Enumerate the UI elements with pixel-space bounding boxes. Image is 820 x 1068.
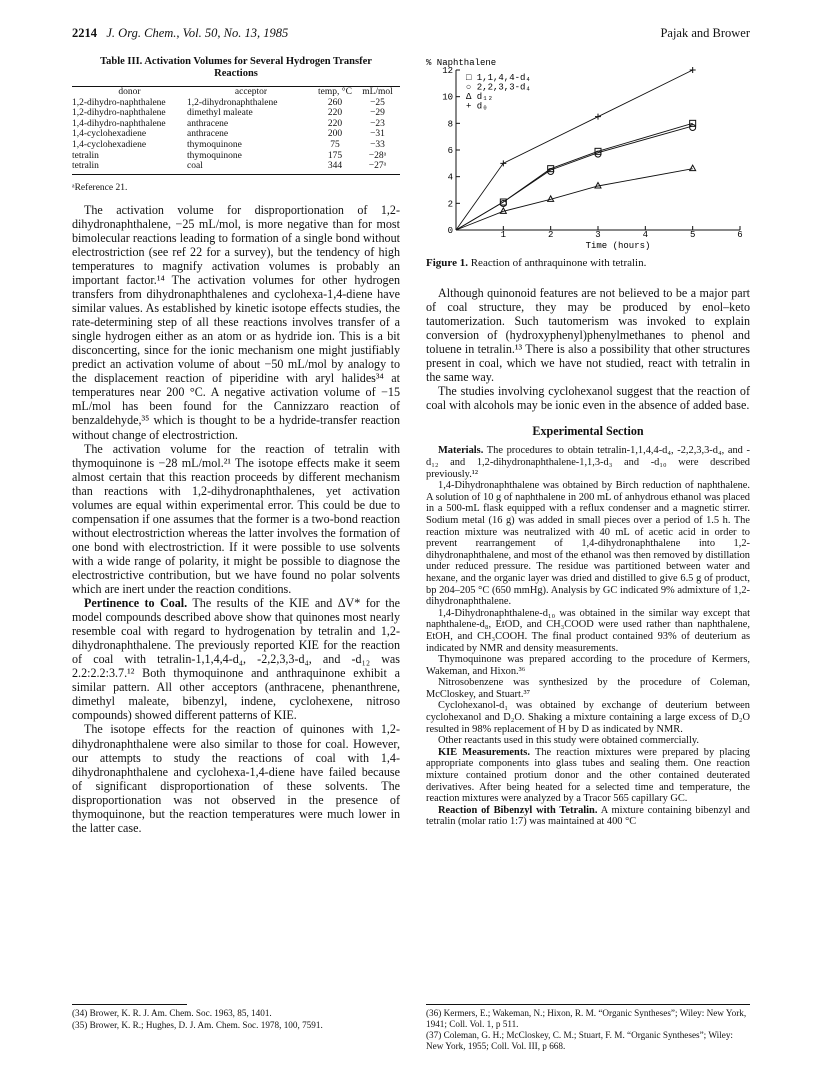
- x-axis-title: Time (hours): [585, 241, 651, 250]
- paragraph: Although quinonoid features are not believed to be a major part of coal structure, they may be produced by enol–keto tautomerization. Such tautomerism was invoked to explain conversion of (hydroxyphenyl)phenylmethanes to phenol and toluene in tetralin.¹³ There is also a possibility that other structures present in coal, which we have not studied, react with tetralin in the same way.: [426, 286, 750, 385]
- table-row: [72, 119, 400, 130]
- kie-heading: KIE Measurements.: [438, 746, 530, 758]
- cell-donor: 1,4-cyclohexadiene: [72, 139, 147, 150]
- paragraph: Nitrosobenzene was synthesized by the procedure of Coleman, McCloskey, and Stuart.³⁷: [426, 677, 750, 700]
- y-tick-label: 10: [442, 92, 453, 103]
- cell-vol: −27ᵃ: [368, 161, 387, 172]
- cell-vol: −31: [370, 129, 385, 140]
- kie-text: The reaction mixtures were prepared by placing appropriate components into glass tubes and sealing them. One reaction mixture contained protium donor and the other contained deuterated derivatives. After being heated for a selected time and temperature, the reaction mixtures were analyzed by a Tracor 565 capillary GC.: [426, 746, 750, 805]
- y-tick-label: 12: [442, 66, 453, 76]
- cell-acceptor: thymoquinone: [187, 150, 242, 161]
- right-column: [426, 56, 751, 1051]
- paragraph: Cyclohexanol-d₁ was obtained by exchange of deuterium between cyclohexanol and D₂O. Shaking a mixture containing a large excess of D₂O resulted in 98% replacement of H by D as indicated by NMR.: [426, 700, 750, 735]
- cell-donor: 1,2-dihydro-naphthalene: [72, 108, 166, 119]
- y-tick-label: 6: [447, 146, 453, 156]
- coal-text: The results of the KIE and ΔV* for the model compounds described above show that quinones most nearly resemble coal with regard to hydrogenation by tetralin and 1,2-dihydronaphthalene. The previously reported KIE for the reaction of coal with tetralin-1,1,4,4-d₄, -2,2,3,3-d₄, and -d₁₂ was 2.2:2.2:3.7.¹² Both thymoquinone and anthraquinone exhibit a similar pattern. All other acceptors (anthracene, phenanthrene, dimethyl maleate, bibenzyl, indene, cyclohexene, nitroso compounds) showed different patterns of KIE.: [72, 596, 400, 723]
- paragraph: [426, 445, 750, 480]
- col-acceptor: acceptor: [234, 87, 268, 97]
- cell-acceptor: anthracene: [187, 129, 229, 140]
- paragraph: Thymoquinone was prepared according to the procedure of Kermers, Wakeman, and Hixon.³⁶: [426, 654, 750, 677]
- x-tick-label: 5: [689, 230, 696, 240]
- paragraph: The activation volume for disproportionation of 1,2-dihydronaphthalene, −25 mL/mol, is more negative than for most bimolecular reactions leading to formation of a single bond without electrostriction (see ref 22 for a survey), but the tendency of high temperatures to magnify activation volumes is probably an important factor.¹⁴ The activation volumes for other hydrogen transfers from dihydronaphthalenes and cyclohexa-1,4-diene have similar values. As established by kinetic isotope effects studies, the rate-determining step of all these reactions involves transfer of a single hydrogen either as an atom or as hydride ion. This is a bit disconcerting, since for the ionic mechanism one might justifiably predict an activation volume of about −50 mL/mol by analogy to the displacement reaction of piperidine with aryl halides³⁴ at temperatures near 200 °C. A negative activation volume of −15 mL/mol has been found for the Cannizzaro reaction of benzaldehyde,³⁵ which is thought to be a hydride-transfer reaction without change of electrostriction.: [72, 202, 400, 442]
- paragraph: Other reactants used in this study were obtained commercially.: [438, 735, 700, 747]
- cell-donor: 1,4-cyclohexadiene: [72, 129, 147, 140]
- cell-vol: −29: [370, 108, 385, 119]
- left-column: [72, 56, 400, 1030]
- cell-acceptor: anthracene: [187, 118, 229, 129]
- col-donor: donor: [118, 87, 141, 97]
- cell-temp: 220: [327, 108, 343, 119]
- right-footnotes: [426, 1004, 750, 1052]
- cell-acceptor: 1,2-dihydronaphthalene: [187, 97, 278, 108]
- reference: (36) Kermers, E.; Wakeman, N.; Hixon, R. M. “Organic Syntheses”; Wiley: New York, 1941; Coll. Vol. 1, p 511.: [426, 1008, 747, 1029]
- cell-vol: −25: [370, 97, 385, 108]
- bibenzyl-heading: Reaction of Bibenzyl with Tetralin.: [438, 804, 598, 816]
- table-row: [72, 129, 400, 140]
- paragraph: 1,4-Dihydronaphthalene was obtained by Birch reduction of naphthalene. A solution of 10 g of naphthalene in 200 mL of anhydrous ethanol was placed in a 500-mL flask equipped with a reflux condenser and a magnetic stirrer. Sodium metal (16 g) was added in small pieces over a period of 1.5 h. The reaction mixture was neutralized with 40 mL of acetic acid in order to prevent rearrangement of 1,4-dihydronaphthalene into 1,2-dihydronaphthalene, and most of the ethanol was then removed by distillation under reduced pressure. The residue was partitioned between water and hexane, and the organic layer was dried and distilled to give 6.5 g of product, bp 204–205 °C (650 mmHg). Analysis by GC indicated 9% admixture of 1,2-dihydronaphthalene.: [426, 480, 750, 608]
- cell-temp: 200: [327, 129, 343, 140]
- legend-entry: + d₀: [466, 101, 488, 112]
- data-point-circle: [690, 125, 696, 131]
- y-tick-label: 0: [447, 226, 453, 236]
- table-row: [72, 108, 400, 119]
- legend-entry: Δ d₁₂: [466, 92, 494, 102]
- table-body: [72, 98, 400, 172]
- figure-caption: [426, 257, 750, 270]
- data-point-plus: [500, 160, 506, 166]
- paragraph: [72, 596, 400, 722]
- cell-temp: 344: [327, 161, 343, 172]
- paragraph: The studies involving cyclohexanol suggest that the reaction of coal with alcohols may be ionic even in the absence of added base.: [426, 384, 750, 413]
- x-tick-label: 4: [642, 230, 649, 240]
- table-bottom-rule: [72, 174, 400, 175]
- cell-vol: −28ᵃ: [368, 150, 387, 161]
- footnote-rule: [72, 1004, 187, 1005]
- cell-donor: 1,4-dihydro-naphthalene: [72, 118, 166, 129]
- data-point-triangle: [690, 165, 696, 171]
- data-point-plus: [690, 67, 696, 73]
- coal-heading: Pertinence to Coal.: [84, 596, 188, 611]
- x-tick-label: 6: [737, 230, 743, 240]
- col-volume: mL/mol: [362, 87, 393, 97]
- left-body: [72, 203, 400, 835]
- y-axis-title: % Naphthalene: [426, 58, 497, 68]
- experimental-body: [426, 445, 750, 828]
- right-body: [426, 286, 750, 412]
- cell-donor: tetralin: [72, 150, 99, 161]
- cell-temp: 260: [327, 97, 343, 108]
- cell-acceptor: coal: [187, 161, 203, 172]
- header-authors: Pajak and Brower: [660, 26, 750, 40]
- figure-1-chart: [426, 56, 750, 250]
- data-point-plus: [595, 114, 601, 120]
- cell-temp: 220: [327, 118, 343, 129]
- cell-acceptor: thymoquinone: [187, 139, 242, 150]
- journal-citation: J. Org. Chem., Vol. 50, No. 13, 1985: [106, 26, 289, 40]
- cell-acceptor: dimethyl maleate: [187, 108, 253, 119]
- cell-vol: −33: [370, 139, 385, 150]
- cell-donor: 1,2-dihydro-naphthalene: [72, 97, 166, 108]
- header-left: [72, 26, 288, 41]
- y-tick-label: 8: [447, 119, 453, 130]
- running-header: [72, 26, 750, 42]
- paragraph: [426, 805, 750, 828]
- left-footnotes: [72, 1004, 400, 1031]
- x-tick-label: 1: [500, 230, 507, 240]
- cell-temp: 75: [330, 139, 340, 150]
- table-title: Table III. Activation Volumes for Several Hydrogen Transfer Reactions: [100, 56, 372, 79]
- footnote-rule: [426, 1004, 750, 1005]
- page-number: 2214: [72, 26, 97, 40]
- cell-temp: 175: [327, 150, 343, 161]
- paragraph: The activation volume for the reaction of tetralin with thymoquinone is −28 mL/mol.²¹ The isotope effects make it seem almost certain that this reaction proceeds by different mechanism than reactions with 1,2-dihydronaphthalenes, yet activation volumes are equal within experimental error. This could be due to compensation if one assumes that the former is a two-bond reaction without electrostriction whereas the latter involves the formation of one bond with electrostriction. If it were possible to use solvents with a wide range of polarity, it might be possible to diagnose the electrostrictive contribution, but we have found no polar solvents which are inert under the reaction conditions.: [72, 441, 400, 597]
- reference: (37) Coleman, G. H.; McCloskey, C. M.; Stuart, F. M. “Organic Syntheses”; Wiley: New York, 1955; Coll. Vol. III, p 668.: [426, 1030, 733, 1051]
- table-row: [72, 151, 400, 162]
- legend-entry: ○ 2,2,3,3-d₄: [466, 82, 531, 93]
- reference: (35) Brower, K. R.; Hughes, D. J. Am. Chem. Soc. 1978, 100, 7591.: [72, 1019, 323, 1030]
- paragraph: 1,4-Dihydronaphthalene-d₁₀ was obtained in the similar way except that naphthalene-d₈, EtOD, and CH₃COOD were used rather than naphthalene, EtOH, and CH₃COOH. The final product contained 93% of deuterium as indicated by NMR and density measurements.: [426, 607, 750, 654]
- y-tick-label: 4: [447, 172, 453, 183]
- x-tick-label: 2: [547, 230, 554, 240]
- cell-donor: tetralin: [72, 161, 99, 172]
- experimental-heading: Experimental Section: [532, 424, 644, 439]
- reference: (34) Brower, K. R. J. Am. Chem. Soc. 1963, 85, 1401.: [72, 1008, 272, 1018]
- bibenzyl-text: A mixture containing bibenzyl and tetralin (molar ratio 1:7) was maintained at 400 °C: [426, 804, 751, 828]
- materials-heading: Materials.: [438, 445, 484, 457]
- activation-volume-table: [72, 87, 400, 172]
- series-line-circle: [456, 126, 693, 230]
- paragraph: The isotope effects for the reaction of quinones with 1,2-dihydronaphthalene were also similar to those for coal. However, our attempts to study the reactions of coal with 1,4-dihydronaphthalene and cyclohexa-1,4-diene have failed because of significant disproportionation of these solvents. The disproportionation was not observed in the presence of thymoquinone, but the reaction temperatures were much lower in the latter case.: [72, 722, 400, 835]
- materials-text: The procedures to obtain tetralin-1,1,4,4-d₄, -2,2,3,3-d₄, and -d₁₂ and 1,2-dihydronaphthalene-1,1,3-d₃ and -d₁₀ were described previously.¹²: [426, 445, 750, 480]
- series-line-square: [456, 123, 693, 230]
- legend-entry: □ 1,1,4,4-d₄: [466, 73, 531, 83]
- figure-label: Figure 1.: [426, 257, 468, 269]
- col-temp: temp, °C: [318, 87, 352, 97]
- x-tick-label: 3: [595, 230, 601, 240]
- table-row: [72, 140, 400, 151]
- figure-caption-text: Reaction of anthraquinone with tetralin.: [470, 257, 647, 269]
- table-footnote: ᵃReference 21.: [72, 182, 128, 193]
- paragraph: [426, 747, 750, 805]
- table-row: [72, 98, 400, 109]
- series-line-triangle: [456, 169, 693, 230]
- y-tick-label: 2: [447, 199, 453, 210]
- cell-vol: −23: [370, 118, 385, 129]
- table-row: [72, 161, 400, 172]
